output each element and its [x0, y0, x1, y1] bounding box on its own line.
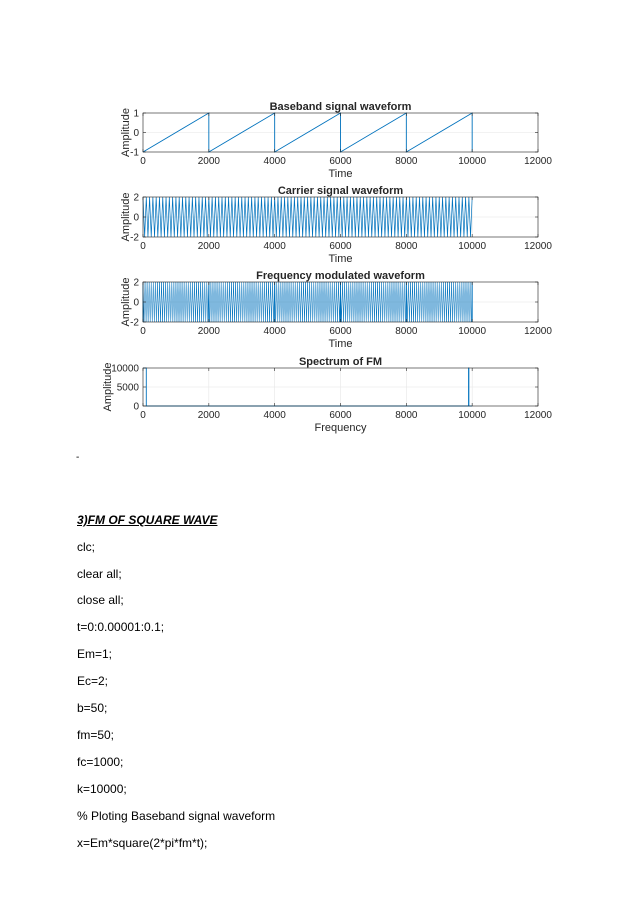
chart-title: Carrier signal waveform: [277, 185, 404, 197]
code-line: Ec=2;: [77, 674, 109, 688]
y-axis-label: Amplitude: [120, 277, 132, 327]
x-tick-label: 2000: [197, 410, 220, 421]
code-line: k=10000;: [77, 782, 127, 796]
code-line: clc;: [77, 540, 95, 554]
code-line: clear all;: [77, 567, 122, 581]
y-tick-label: 0: [133, 401, 139, 413]
stray-mark: -: [76, 452, 80, 463]
y-tick-label: 0: [133, 128, 139, 139]
y-tick-label: -2: [130, 317, 139, 329]
code-line: x=Em*square(2*pi*fm*t);: [77, 836, 208, 850]
chart-title: Baseband signal waveform: [269, 101, 412, 113]
y-axis-label: Amplitude: [120, 192, 132, 242]
x-tick-label: 8000: [395, 241, 418, 252]
x-tick-label: 4000: [263, 156, 286, 167]
code-line: close all;: [77, 593, 124, 607]
x-tick-label: 8000: [395, 156, 418, 167]
x-tick-label: 4000: [263, 410, 286, 421]
y-tick-label: 2: [133, 192, 139, 204]
x-tick-label: 8000: [395, 410, 418, 421]
x-tick-label: 2000: [197, 326, 220, 337]
x-tick-label: 6000: [329, 241, 352, 252]
x-tick-label: 4000: [263, 241, 286, 252]
y-axis-label: Amplitude: [120, 108, 132, 157]
code-line: fm=50;: [77, 728, 115, 742]
y-tick-label: 2: [133, 277, 139, 289]
x-tick-label: 10000: [458, 156, 487, 167]
x-tick-label: 12000: [524, 241, 552, 252]
x-axis-label: Frequency: [314, 422, 367, 434]
x-tick-label: 12000: [524, 156, 552, 167]
x-axis-label: Time: [328, 338, 353, 350]
y-tick-label: 0: [133, 212, 139, 224]
chart-title: Frequency modulated waveform: [256, 270, 425, 282]
y-tick-label: 1: [133, 108, 139, 120]
y-tick-label: -1: [130, 147, 139, 159]
y-tick-label: 10000: [111, 363, 139, 375]
x-tick-label: 0: [140, 410, 146, 421]
y-tick-label: 0: [133, 297, 139, 309]
y-tick-label: 5000: [116, 382, 139, 394]
x-tick-label: 10000: [458, 410, 487, 421]
code-line: fc=1000;: [77, 755, 124, 769]
code-line: Em=1;: [77, 647, 113, 661]
x-tick-label: 4000: [263, 326, 286, 337]
x-tick-label: 6000: [329, 156, 352, 167]
code-line: b=50;: [77, 701, 108, 715]
x-tick-label: 2000: [197, 156, 220, 167]
x-tick-label: 0: [140, 326, 146, 337]
x-tick-label: 12000: [524, 410, 552, 421]
code-line: t=0:0.00001:0.1;: [77, 620, 165, 634]
x-tick-label: 6000: [329, 326, 352, 337]
section-heading: 3)FM OF SQUARE WAVE: [77, 513, 218, 527]
chart-title: Spectrum of FM: [298, 356, 383, 368]
x-tick-label: 10000: [458, 241, 487, 252]
x-tick-label: 0: [140, 156, 146, 167]
x-tick-label: 10000: [458, 326, 487, 337]
y-axis-label: Amplitude: [102, 362, 114, 412]
x-axis-label: Time: [328, 253, 353, 265]
x-axis-label: Time: [328, 168, 353, 180]
matlab-figure: [0, 0, 638, 445]
x-tick-label: 12000: [524, 326, 552, 337]
code-line: % Ploting Baseband signal waveform: [77, 809, 276, 823]
x-tick-label: 8000: [395, 326, 418, 337]
x-tick-label: 0: [140, 241, 146, 252]
x-tick-label: 6000: [329, 410, 352, 421]
y-tick-label: -2: [130, 232, 139, 244]
x-tick-label: 2000: [197, 241, 220, 252]
